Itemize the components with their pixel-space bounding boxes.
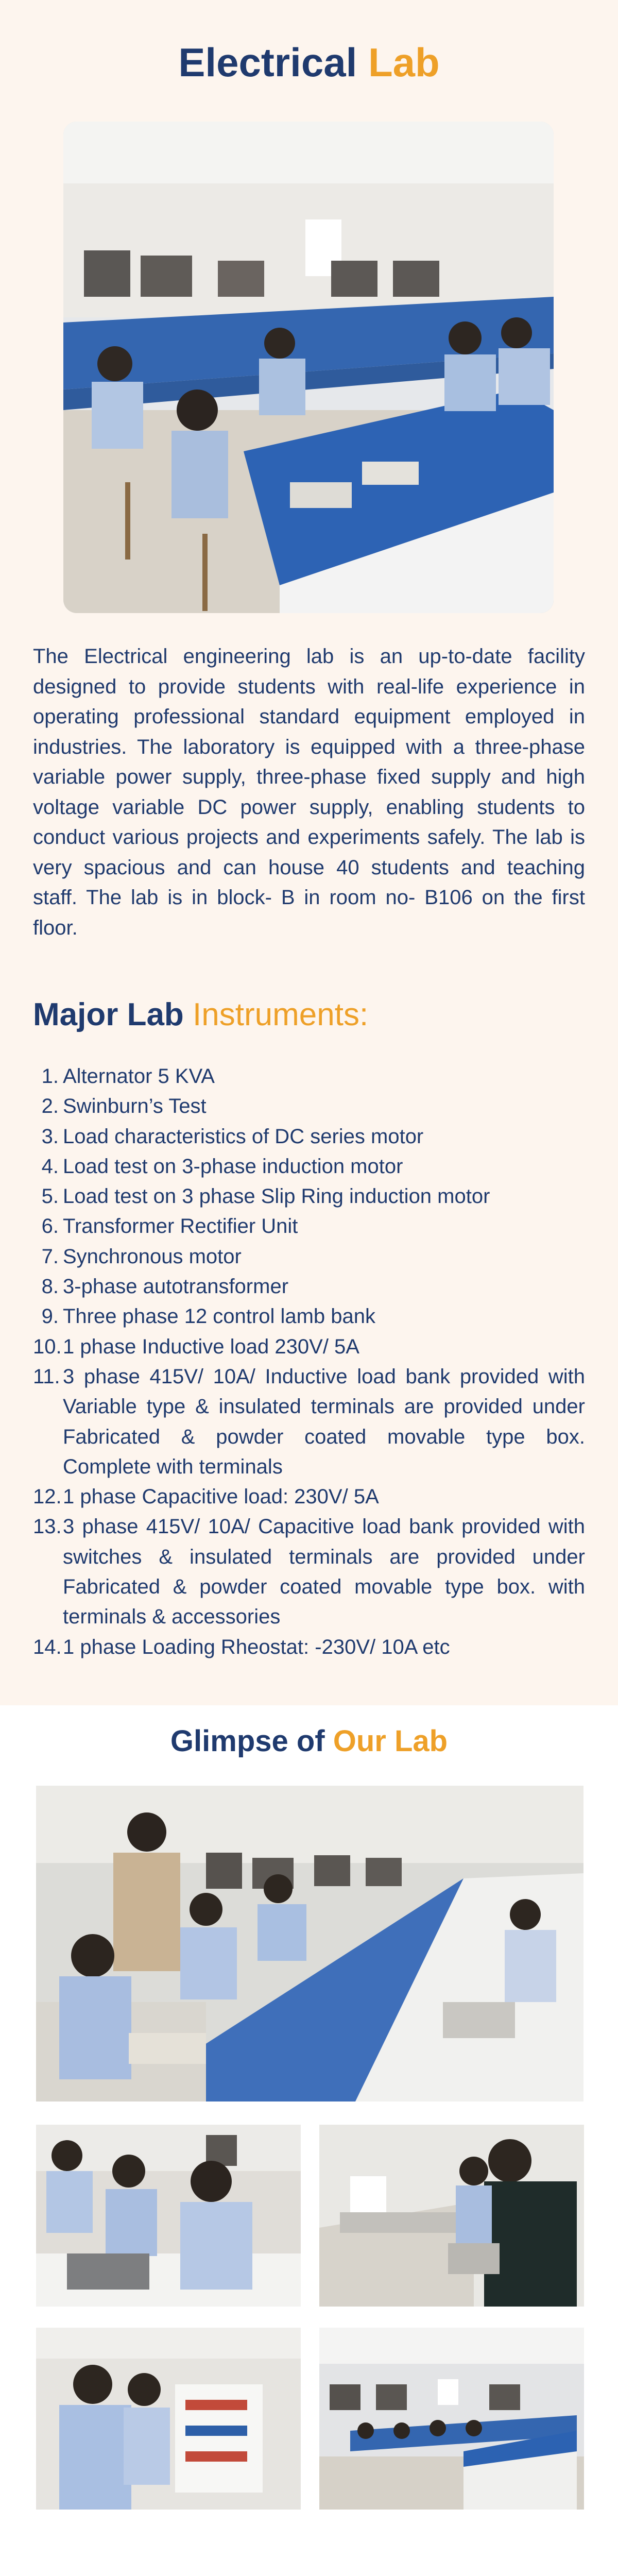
- lab-photo-illustration: [319, 2125, 584, 2307]
- item-text: Three phase 12 control lamb bank: [63, 1305, 376, 1328]
- gallery-photo-3[interactable]: [36, 2328, 301, 2510]
- instrument-item: [33, 1122, 585, 1151]
- gallery-heading: [0, 1721, 618, 1762]
- item-number: 9.: [41, 1305, 59, 1328]
- gallery-heading-part-1: Glimpse of: [170, 1724, 325, 1758]
- item-number: 13.: [33, 1515, 62, 1538]
- item-text: 3 phase 415V/ 10A/ Inductive load bank provided with Variable type & insulated terminals are provided under Fabricated & powder coated movable type box. Complete with terminals: [63, 1365, 585, 1478]
- instrument-item: [33, 1272, 585, 1301]
- item-number: 11.: [33, 1365, 60, 1388]
- item-text: 1 phase Loading Rheostat: -230V/ 10A etc: [63, 1635, 450, 1658]
- lab-photo-illustration: [63, 122, 554, 613]
- item-number: 10.: [33, 1335, 62, 1358]
- item-text: Alternator 5 KVA: [63, 1065, 215, 1088]
- instrument-item: [33, 1151, 585, 1181]
- item-text: Load characteristics of DC series motor: [63, 1125, 424, 1148]
- gallery-heading-part-2: Our Lab: [333, 1724, 448, 1758]
- item-text: Swinburn’s Test: [63, 1095, 207, 1118]
- gallery-photo-2[interactable]: [319, 2125, 584, 2307]
- instrument-list: [33, 1061, 585, 1662]
- lab-description: The Electrical engineering lab is an up-to-date facility designed to provide students with real-life experience in operating professional standard equipment employed in industries. The laboratory is equipped with a three-phase variable power supply, three-phase fixed supply and high voltage variable DC power supply, enabling students to conduct various projects and experiments safely. The lab is very spacious and can house 40 students and teaching staff. The lab is in block- B in room no- B106 on the first floor.: [33, 645, 585, 939]
- item-number: 12.: [33, 1485, 62, 1509]
- item-number: 7.: [41, 1245, 59, 1268]
- title-part-1: Electrical: [178, 40, 357, 85]
- gallery-photo-large[interactable]: [36, 1786, 583, 2102]
- instrument-item: [33, 1632, 585, 1662]
- lab-photo-illustration: [36, 1786, 583, 2102]
- instrument-item: [33, 1362, 585, 1482]
- item-number: 8.: [41, 1275, 59, 1298]
- item-text: 1 phase Inductive load 230V/ 5A: [63, 1335, 359, 1358]
- instrument-item: [33, 1091, 585, 1121]
- item-number: 4.: [41, 1155, 59, 1178]
- item-text: Synchronous motor: [63, 1245, 242, 1268]
- instruments-heading-part-1: Major Lab: [33, 997, 184, 1032]
- instrument-item: [33, 1181, 585, 1211]
- instrument-item: [33, 1061, 585, 1091]
- instrument-item: [33, 1301, 585, 1331]
- instruments-heading-part-2: Instruments:: [193, 997, 369, 1032]
- instruments-heading: [33, 994, 368, 1036]
- page-title: [0, 0, 618, 91]
- item-number: 5.: [41, 1185, 59, 1208]
- item-text: Transformer Rectifier Unit: [63, 1215, 298, 1238]
- item-number: 2.: [41, 1095, 59, 1118]
- instrument-item: [33, 1332, 585, 1362]
- item-text: 3 phase 415V/ 10A/ Capacitive load bank provided with switches & insulated terminals are provided under Fabricated & powder coated movable type box. with terminals & accessories: [63, 1515, 585, 1629]
- item-number: 1.: [41, 1065, 59, 1088]
- instrument-item: [33, 1242, 585, 1272]
- item-text: 3-phase autotransformer: [63, 1275, 289, 1298]
- item-number: 6.: [41, 1215, 59, 1238]
- instrument-item: [33, 1211, 585, 1241]
- lab-photo-illustration: [36, 2328, 301, 2510]
- item-number: 3.: [41, 1125, 59, 1148]
- gallery-photo-1[interactable]: [36, 2125, 301, 2307]
- item-number: 14.: [33, 1635, 62, 1658]
- title-part-2: Lab: [368, 40, 440, 85]
- lab-photo-illustration: [319, 2328, 584, 2510]
- instrument-item: [33, 1482, 585, 1512]
- lab-photo-illustration: [36, 2125, 301, 2307]
- hero-lab-photo: [63, 122, 554, 613]
- instrument-item: [33, 1512, 585, 1632]
- gallery-photo-4[interactable]: [319, 2328, 584, 2510]
- item-text: Load test on 3-phase induction motor: [63, 1155, 403, 1178]
- item-text: Load test on 3 phase Slip Ring induction motor: [63, 1185, 490, 1208]
- item-text: 1 phase Capacitive load: 230V/ 5A: [63, 1485, 379, 1509]
